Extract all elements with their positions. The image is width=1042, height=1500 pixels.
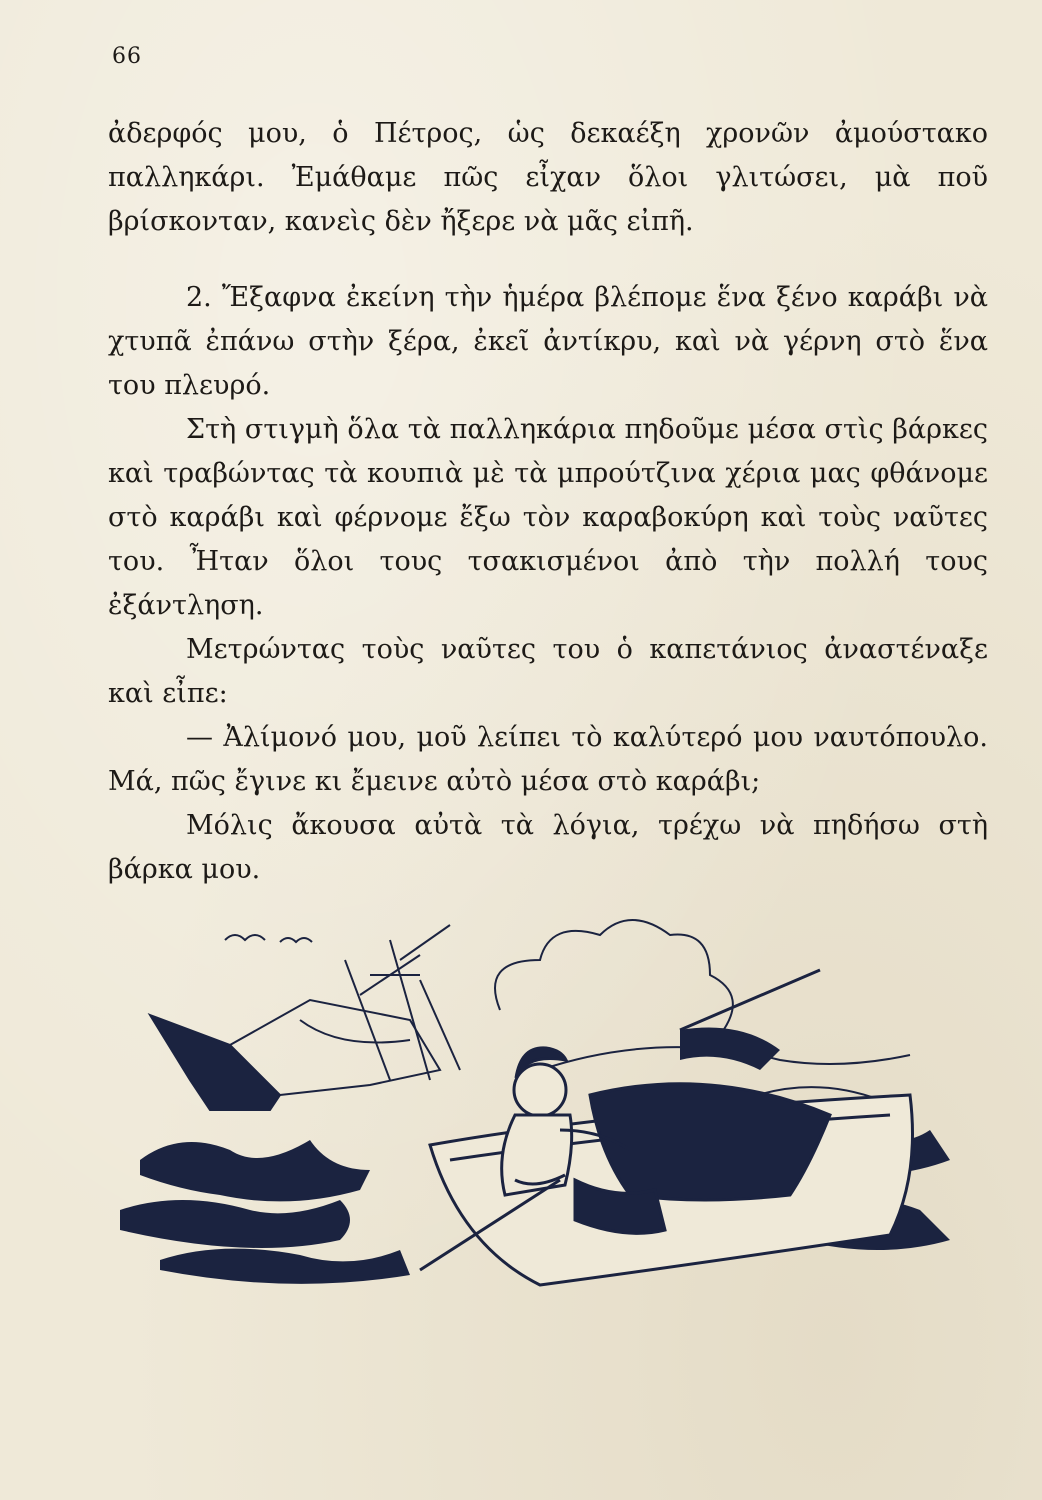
- paragraph-5: — Ἀλίμονό μου, μοῦ λείπει τὸ καλύτερό μου ναυτόπουλο. Μά, πῶς ἔγινε κι ἔμεινε αὐτὸ μέσα στὸ καράβι;: [108, 722, 988, 797]
- paragraph-3: Στὴ στιγμὴ ὅλα τὰ παλληκάρια πηδοῦμε μέσα στὶς βάρκες καὶ τραβώντας τὰ κουπιὰ μὲ τὰ μπρούτζινα χέρια μας φθάνομε στὸ καράβι καὶ φέρνομε ἔξω τὸν καραβοκύρη καὶ τοὺς ναῦτες του. Ἦταν ὅλοι τους τσακισμένοι ἀπὸ τὴν πολλή τους ἐξάντληση.: [108, 414, 988, 621]
- bird-icon: [280, 938, 312, 942]
- paragraph-1: ἀδερφός μου, ὁ Πέτρος, ὡς δεκαέξη χρονῶν ἀμούστακο παλληκάρι. Ἐμάθαμε πῶς εἶχαν ὅλοι γλιτώσει, μὰ ποῦ βρίσκονταν, κανεὶς δὲν ἤξερε νὰ μᾶς εἰπῆ.: [108, 118, 988, 237]
- paragraph-2: 2. Ἔξαφνα ἐκείνη τὴν ἡμέρα βλέπομε ἕνα ξένο καράβι νὰ χτυπᾶ ἐπάνω στὴν ξέρα, ἐκεῖ ἀντίκρυ, καὶ νὰ γέρνη στὸ ἕνα του πλευρό.: [108, 282, 988, 401]
- wrecked-ship: [150, 925, 460, 1110]
- paragraph-4: Μετρώντας τοὺς ναῦτες του ὁ καπετάνιος ἀναστέναξε καὶ εἶπε:: [108, 634, 988, 709]
- page-number: 66: [112, 44, 142, 69]
- cloud-icon: [495, 920, 733, 1035]
- paragraph-6: Μόλις ἄκουσα αὐτὰ τὰ λόγια, τρέχω νὰ πηδήσω στὴ βάρκα μου.: [108, 810, 988, 885]
- body-text: [108, 112, 988, 892]
- bird-icon: [225, 935, 265, 940]
- boat-illustration: [120, 880, 980, 1320]
